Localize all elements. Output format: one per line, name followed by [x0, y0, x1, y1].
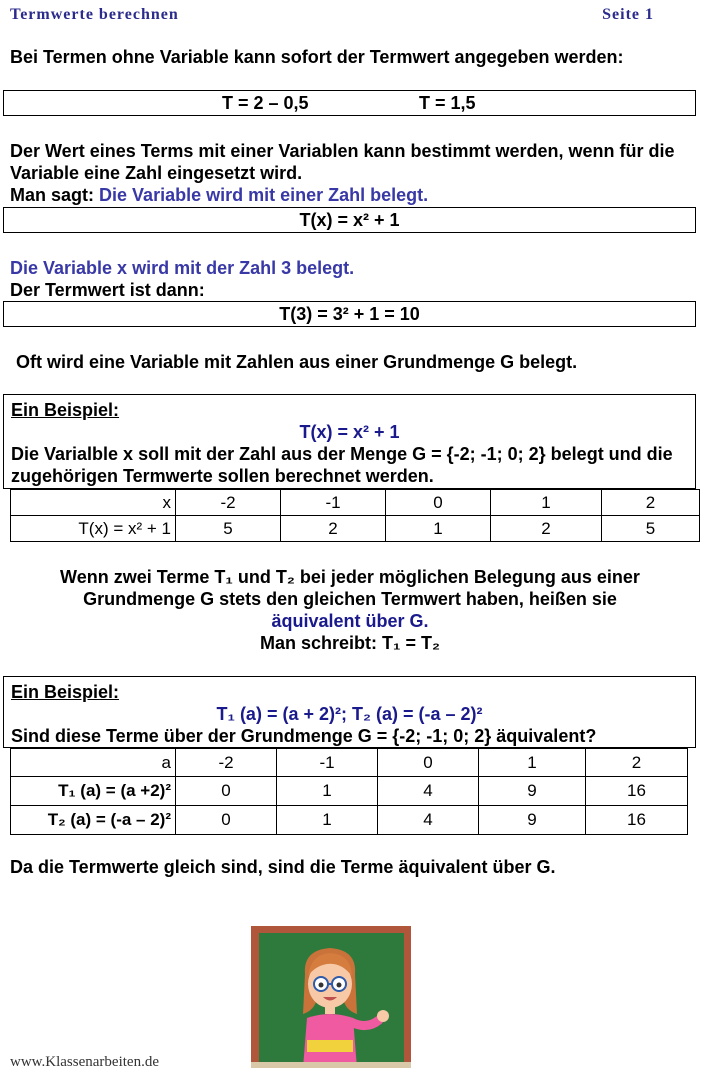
example-heading: Ein Beispiel: — [11, 682, 120, 702]
belegung-text: Die Variable x wird mit der Zahl 3 belegt. — [10, 258, 355, 278]
example-box-2 — [3, 676, 696, 748]
table-row — [11, 777, 688, 806]
conclusion-text: Da die Termwerte gleich sind, sind die Terme äquivalent über G. — [10, 857, 556, 877]
table-cell: 4 — [378, 777, 479, 806]
table-cell: -1 — [281, 490, 386, 516]
definition-line-3: äquivalent über G. — [271, 611, 429, 631]
table-cell: 2 — [281, 516, 386, 542]
example-formula: T(x) = x² + 1 — [299, 422, 400, 442]
table-cell: 2 — [602, 490, 700, 516]
definition-line-2: Grundmenge G stets den gleichen Termwert haben, heißen sie — [83, 589, 617, 609]
variable-text: Der Wert eines Terms mit einer Variablen kann bestimmt werden, wenn für die Variable eine Zahl eingesetzt wird. — [10, 141, 675, 183]
formula-box-2 — [3, 301, 696, 327]
table-cell: 2 — [586, 749, 688, 777]
grundmenge-text: Oft wird eine Variable mit Zahlen aus einer Grundmenge G belegt. — [16, 352, 578, 372]
table-cell: T(x) = x² + 1 — [11, 516, 176, 542]
table-cell: 0 — [386, 490, 491, 516]
formula-t3: T(3) = 3² + 1 = 10 — [279, 304, 420, 324]
example-box-1 — [3, 394, 696, 489]
termwert-text: Der Termwert ist dann: — [10, 280, 205, 300]
table-cell: -2 — [176, 749, 277, 777]
example-question: Sind diese Terme über der Grundmenge G = {-2; -1; 0; 2} äquivalent? — [11, 726, 597, 746]
table-cell: 0 — [176, 777, 277, 806]
table-cell: T₁ (a) = (a +2)² — [11, 777, 176, 806]
table-cell: -2 — [176, 490, 281, 516]
table-cell: 4 — [378, 806, 479, 835]
doc-title: Termwerte berechnen — [10, 6, 179, 23]
table-cell: x — [11, 490, 176, 516]
table-cell: -1 — [277, 749, 378, 777]
table-cell: 16 — [586, 777, 688, 806]
table-cell: 9 — [479, 777, 586, 806]
table-cell: 0 — [176, 806, 277, 835]
table-cell: 2 — [491, 516, 602, 542]
table-cell: 5 — [176, 516, 281, 542]
term-result: T = 1,5 — [419, 93, 476, 113]
table-row — [11, 806, 688, 835]
man-sagt-line — [10, 184, 428, 206]
definition-line-1: Wenn zwei Terme T₁ und T₂ bei jeder möglichen Belegung aus einer — [60, 567, 640, 587]
term-box-1 — [3, 90, 696, 116]
formula-box-1 — [3, 207, 696, 233]
table-cell: 5 — [602, 516, 700, 542]
table-cell: 1 — [277, 777, 378, 806]
teacher-illustration — [245, 922, 420, 1068]
footer-site: www.Klassenarbeiten.de — [10, 1054, 159, 1070]
table-cell: a — [11, 749, 176, 777]
table-row — [11, 749, 688, 777]
table-row — [11, 490, 700, 516]
table-cell: 0 — [378, 749, 479, 777]
page-number: Seite 1 — [602, 6, 654, 23]
table-cell: 16 — [586, 806, 688, 835]
table-cell: 1 — [386, 516, 491, 542]
example-heading: Ein Beispiel: — [11, 400, 120, 420]
table-row — [11, 516, 700, 542]
example-text: Die Varialble x soll mit der Zahl aus der Menge G = {-2; -1; 0; 2} belegt und die zugehörigen Termwerte sollen berechnet werden. — [11, 444, 673, 486]
value-table-2 — [10, 748, 688, 835]
formula-tx: T(x) = x² + 1 — [299, 210, 400, 230]
table-cell: 1 — [479, 749, 586, 777]
belegt-text: Die Variable wird mit einer Zahl belegt. — [99, 185, 429, 205]
table-cell: 1 — [277, 806, 378, 835]
table-cell: 9 — [479, 806, 586, 835]
example-formula: T₁ (a) = (a + 2)²; T₂ (a) = (-a – 2)² — [216, 704, 483, 724]
value-table-1 — [10, 489, 700, 542]
intro-text: Bei Termen ohne Variable kann sofort der Termwert angegeben werden: — [10, 47, 624, 67]
table-cell: 1 — [491, 490, 602, 516]
term-expression: T = 2 – 0,5 — [222, 93, 309, 113]
definition-line-4: Man schreibt: T₁ = T₂ — [260, 633, 440, 653]
man-sagt-label: Man sagt: — [10, 185, 95, 205]
table-cell: T₂ (a) = (-a – 2)² — [11, 806, 176, 835]
